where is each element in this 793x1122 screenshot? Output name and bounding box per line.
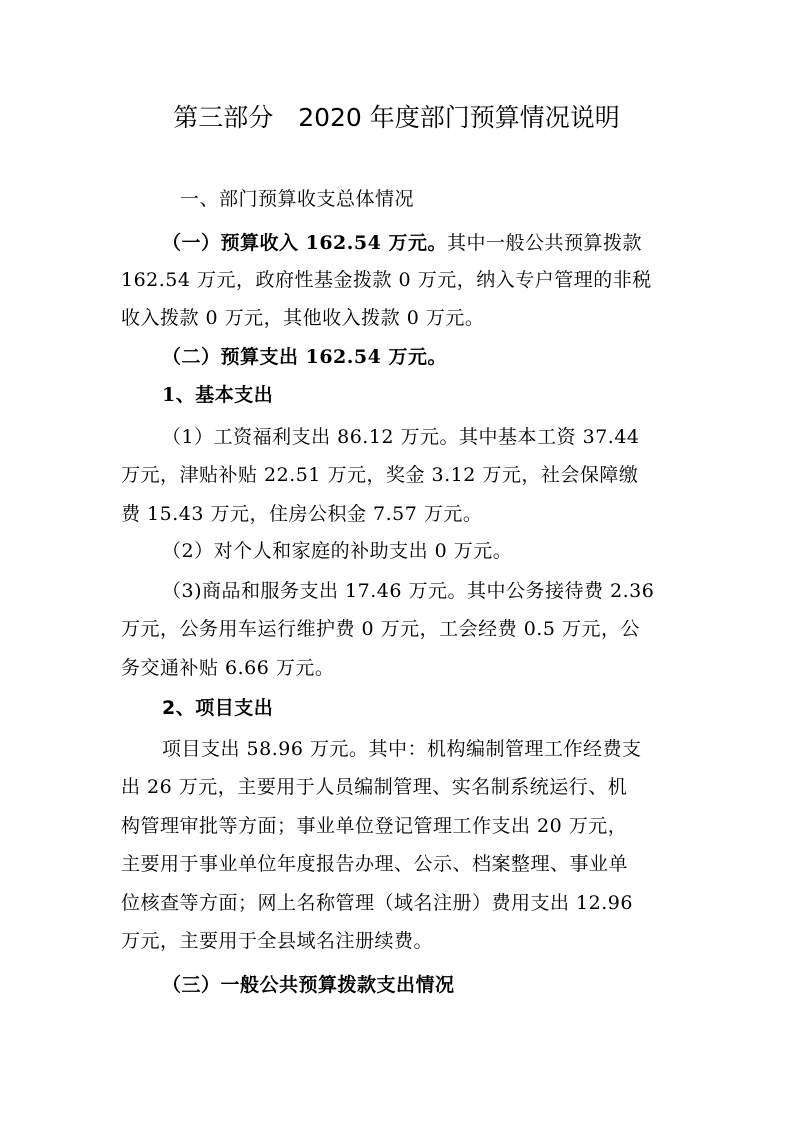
paragraph-line: 收入拨款 0 万元，其他收入拨款 0 万元。 [121, 307, 485, 329]
paragraph-line: 万元，主要用于全县域名注册续费。 [121, 930, 434, 952]
subsection-heading: 2、项目支出 [162, 697, 274, 719]
page-title: 第三部分 2020 年度部门预算情况说明 [173, 103, 620, 132]
paragraph-line: 项目支出 58.96 万元。其中：机构编制管理工作经费支 [162, 738, 642, 760]
paragraph-line: 位核查等方面；网上名称管理（域名注册）费用支出 12.96 [121, 892, 633, 914]
paragraph-lead-rest: 其中一般公共预算拨款 [446, 232, 642, 254]
paragraph-line: 万元，公务用车运行维护费 0 万元，工会经费 0.5 万元，公 [121, 618, 640, 640]
paragraph-line: 出 26 万元，主要用于人员编制管理、实名制系统运行、机 [121, 776, 628, 798]
paragraph-heading: （二）预算支出 162.54 万元。 [162, 346, 447, 368]
subsection-heading: 1、基本支出 [162, 384, 274, 406]
paragraph-heading: （三）一般公共预算拨款支出情况 [162, 974, 455, 996]
paragraph-lead-bold: （一）预算收入 162.54 万元。 [162, 232, 447, 254]
paragraph-line: 162.54 万元，政府性基金拨款 0 万元，纳入专户管理的非税 [121, 269, 652, 291]
paragraph-line: 万元，津贴补贴 22.51 万元，奖金 3.12 万元，社会保障缴 [121, 464, 639, 486]
paragraph-line: 构管理审批等方面；事业单位登记管理工作支出 20 万元， [121, 815, 628, 837]
section-heading: 一、部门预算收支总体情况 [180, 188, 415, 210]
paragraph-line: 务交通补贴 6.66 万元。 [121, 657, 335, 679]
paragraph-line: 费 15.43 万元，住房公积金 7.57 万元。 [121, 503, 483, 525]
paragraph-line: （3)商品和服务支出 17.46 万元。其中公务接待费 2.36 [162, 580, 655, 602]
paragraph-line: （2）对个人和家庭的补助支出 0 万元。 [162, 540, 513, 562]
paragraph-line: （1）工资福利支出 86.12 万元。其中基本工资 37.44 [162, 426, 640, 448]
paragraph-line: 主要用于事业单位年度报告办理、公示、档案整理、事业单 [121, 853, 629, 875]
paragraph-line [162, 229, 642, 257]
